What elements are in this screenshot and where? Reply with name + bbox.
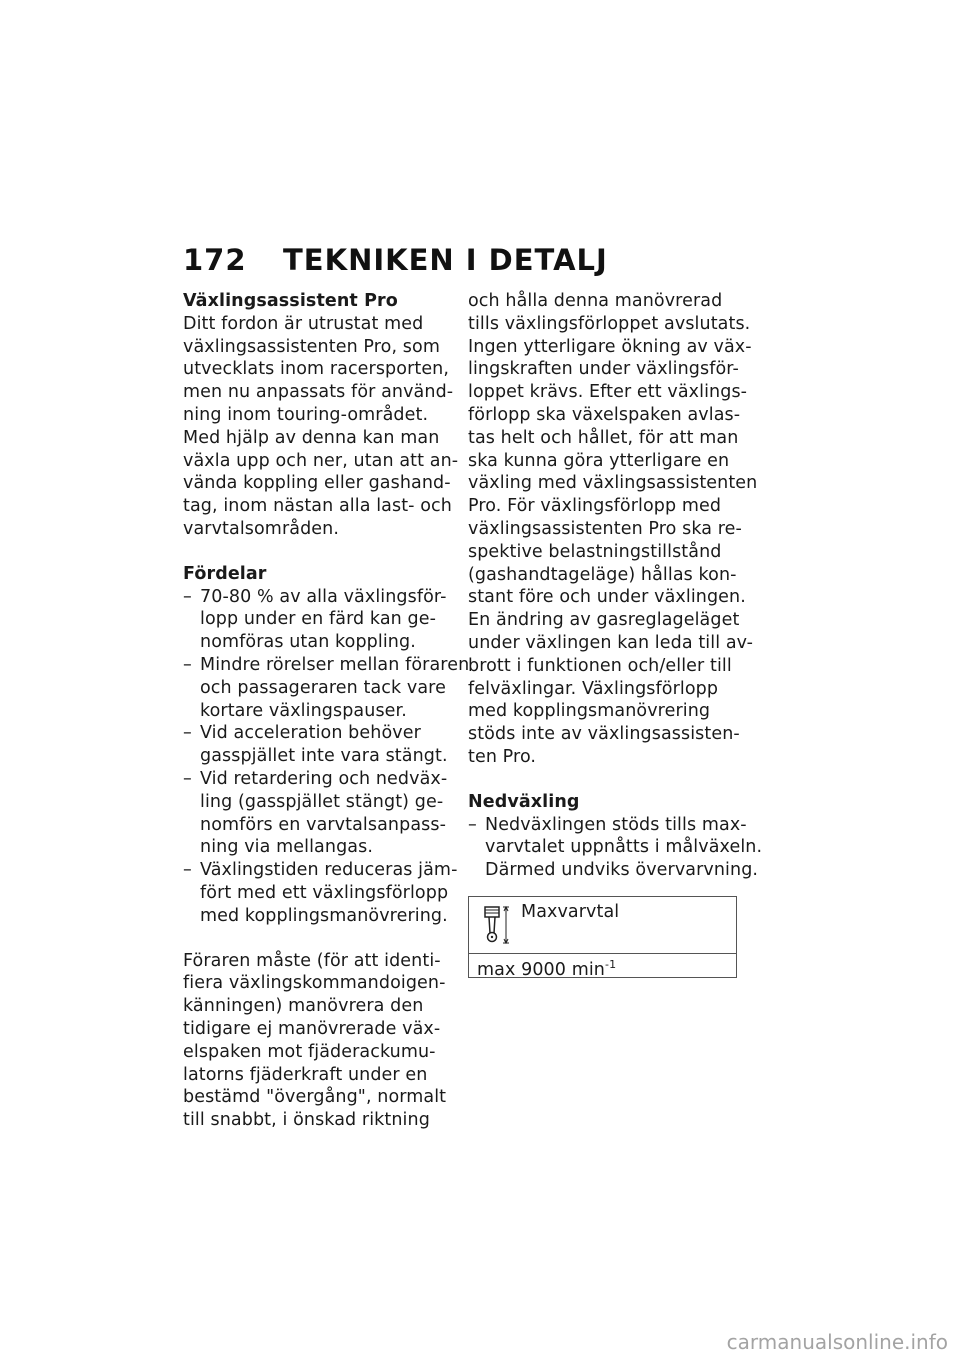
list-item-line: Växlingstiden reduceras jäm- <box>200 860 458 881</box>
list-item-line: med kopplingsmanövrering. <box>200 905 448 926</box>
paragraph-line: (gashandtageläge) hållas kon- <box>468 564 737 585</box>
paragraph-line: stöds inte av växlingsassisten- <box>468 724 740 745</box>
paragraph-line: Ditt fordon är utrustat med <box>183 313 424 334</box>
paragraph-line: Med hjälp av denna kan man <box>183 427 440 448</box>
paragraph-line: ska kunna göra ytterligare en <box>468 450 730 471</box>
list-item-line: Nedväxlingen stöds tills max- <box>485 814 747 835</box>
list-item-line: 70-80 % av alla växlingsför- <box>200 586 447 607</box>
paragraph-line: felväxlingar. Växlingsförlopp <box>468 678 719 699</box>
paragraph-line: fiera växlingskommandoigen- <box>183 973 446 994</box>
list-item <box>183 654 470 722</box>
paragraph-line: elspaken mot fjäderackumu- <box>183 1041 436 1062</box>
downshift-list <box>468 814 763 882</box>
paragraph-line: men nu anpassats för använd- <box>183 382 454 403</box>
paragraph-line: växlingsassistenten Pro, som <box>183 336 440 357</box>
paragraph-line: växlingsassistenten Pro ska re- <box>468 518 742 539</box>
page-number: 172 <box>183 243 247 277</box>
paragraph-line: ning inom touring-området. <box>183 404 429 425</box>
paragraph-line: vända koppling eller gashand- <box>183 473 451 494</box>
paragraph-line: förlopp ska växelspaken avlas- <box>468 404 741 425</box>
paragraph-line: och hålla denna manövrerad <box>468 291 723 311</box>
list-item <box>183 859 458 927</box>
paragraph-line: tills växlingsförloppet avslutats. <box>468 313 751 334</box>
benefits-list <box>183 586 470 928</box>
spec-value-exponent: -1 <box>605 957 617 971</box>
paragraph-line: växling med växlingsassistenten <box>468 473 758 494</box>
list-dash: – <box>183 586 192 607</box>
intro-paragraph <box>183 313 459 541</box>
page-header <box>183 243 608 277</box>
spec-table <box>468 896 737 978</box>
paragraph-line: tas helt och hållet, för att man <box>468 427 739 448</box>
paragraph-line: lingskraften under växlingsför- <box>468 359 739 380</box>
paragraph-line: brott i funktionen och/eller till <box>468 655 732 676</box>
list-item-line: och passageraren tack vare <box>200 677 446 698</box>
list-item <box>183 722 453 768</box>
paragraph-line: tidigare ej manövrerade väx- <box>183 1018 441 1039</box>
list-item-line: nomförs en varvtalsanpass- <box>200 814 447 835</box>
list-item-line: kortare växlingspauser. <box>200 700 407 721</box>
list-dash: – <box>468 814 477 835</box>
paragraph-line: loppet krävs. Efter ett växlings- <box>468 382 748 403</box>
section-heading-benefits: Fördelar <box>183 563 267 584</box>
right-column <box>468 290 763 980</box>
paragraph-line: till snabbt, i önskad riktning <box>183 1110 430 1131</box>
list-item-line: Vid retardering och nedväx- <box>200 768 448 789</box>
list-item <box>183 586 453 654</box>
list-item <box>183 768 453 859</box>
spec-value: max 9000 min <box>477 959 605 980</box>
paragraph-line: med kopplingsmanövrering <box>468 701 711 722</box>
piston-icon <box>483 905 511 951</box>
paragraph-line: under växlingen kan leda till av- <box>468 632 754 653</box>
chapter-title: TEKNIKEN I DETALJ <box>283 243 608 277</box>
list-item-line: lopp under en färd kan ge- <box>200 609 437 630</box>
paragraph-line: bestämd "övergång", normalt <box>183 1087 447 1108</box>
list-item-line: fört med ett växlingsförlopp <box>200 882 449 903</box>
outro-paragraph <box>183 950 453 1132</box>
list-item-line: Vid acceleration behöver <box>200 723 421 744</box>
paragraph-line: växla upp och ner, utan att an- <box>183 450 459 471</box>
list-item-line: Mindre rörelser mellan föraren <box>200 654 470 675</box>
paragraph-line: latorns fjäderkraft under en <box>183 1064 428 1085</box>
continued-paragraph <box>468 290 758 769</box>
paragraph-line: varvtalsområden. <box>183 518 339 539</box>
list-item-line: gasspjället inte vara stängt. <box>200 746 448 767</box>
left-column <box>183 290 470 1132</box>
list-item-line: ning via mellangas. <box>200 837 373 858</box>
list-dash: – <box>183 723 192 744</box>
paragraph-line: stant före och under växlingen. <box>468 587 746 608</box>
paragraph-line: ten Pro. <box>468 746 537 767</box>
list-item-line: nomföras utan koppling. <box>200 632 416 653</box>
paragraph-line: spektive belastningstillstånd <box>468 541 722 562</box>
spec-header-row <box>469 897 736 954</box>
list-item-line: Därmed undviks övervarvning. <box>485 860 759 881</box>
section-heading-shift-assistant: Växlingsassistent Pro <box>183 291 398 311</box>
list-dash: – <box>183 860 192 881</box>
list-item-line: varvtalet uppnåtts i målväxeln. <box>485 837 763 858</box>
spec-value-row <box>469 954 736 980</box>
section-heading-downshift: Nedväxling <box>468 791 580 812</box>
paragraph-line: Föraren måste (för att identi- <box>183 950 441 971</box>
list-item-line: ling (gasspjället stängt) ge- <box>200 791 444 812</box>
paragraph-line: känningen) manövrera den <box>183 996 424 1017</box>
list-item <box>468 814 763 882</box>
paragraph-line: Ingen ytterligare ökning av väx- <box>468 336 752 357</box>
paragraph-line: Pro. För växlingsförlopp med <box>468 496 722 517</box>
spec-title: Maxvarvtal <box>521 901 620 922</box>
paragraph-line: utvecklats inom racersporten, <box>183 359 450 380</box>
paragraph-line: En ändring av gasreglageläget <box>468 610 740 631</box>
paragraph-line: tag, inom nästan alla last- och <box>183 496 452 517</box>
list-dash: – <box>183 768 192 789</box>
list-dash: – <box>183 654 192 675</box>
watermark-text: carmanualsonline.info <box>726 1330 948 1354</box>
